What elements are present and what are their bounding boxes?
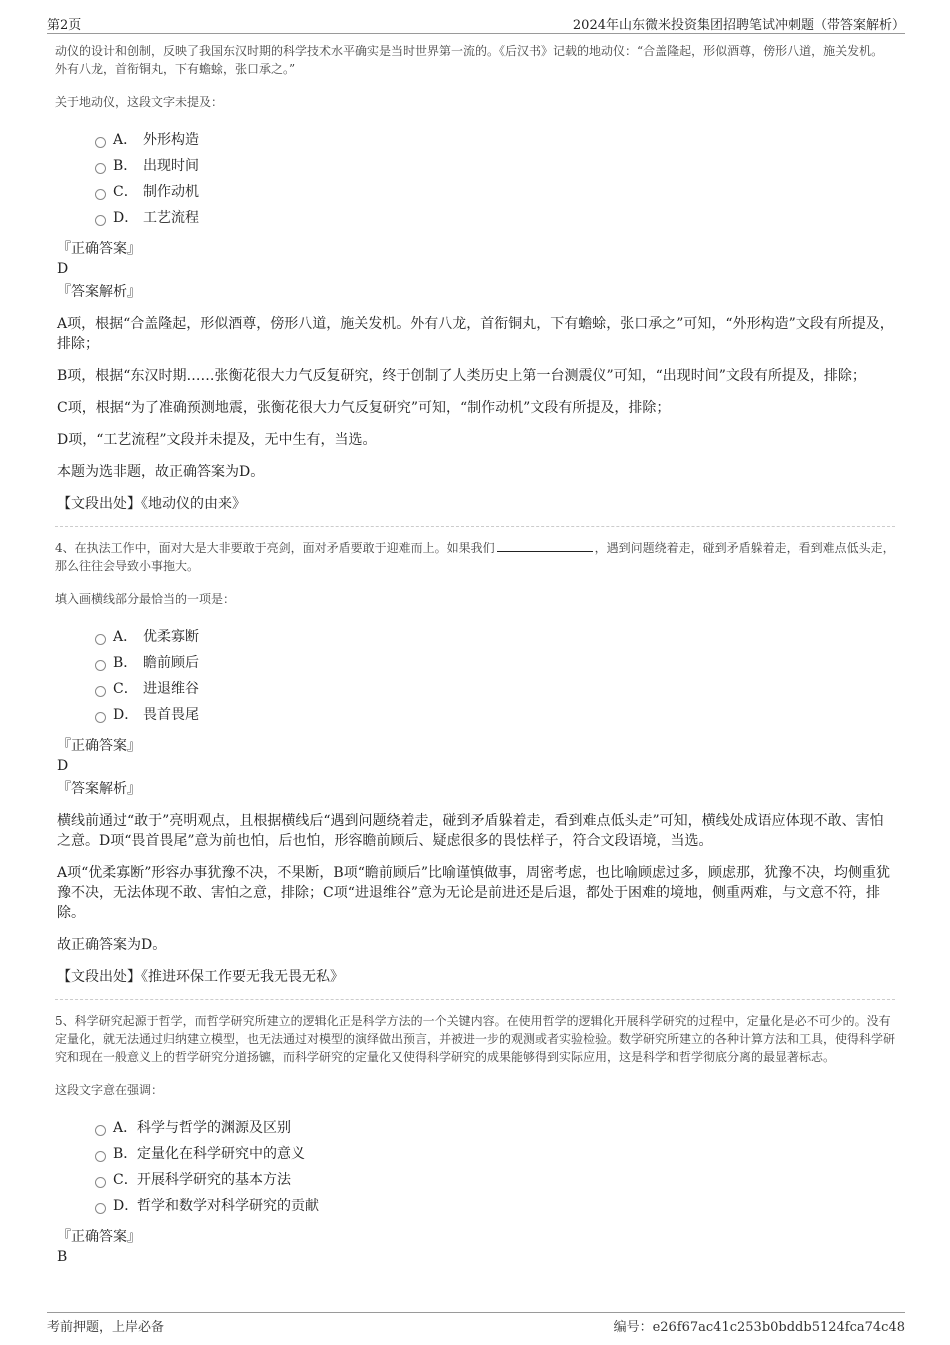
- explanation-paragraph: B项，根据“东汉时期……张衡花很大力气反复研究，终于创制了人类历史上第一台测震仪”可知，“出现时间”文段有所提及，排除；: [57, 368, 866, 384]
- explanation-paragraph: A项，根据“合盖隆起，形似酒尊，傍形八道，施关发机。外有八龙，首衔铜丸，下有蟾蜍，张口承之”可知，“外形构造”文段有所提及，排除；: [57, 316, 894, 352]
- analysis-label: 『答案解析』: [57, 781, 141, 797]
- option-c[interactable]: C． 制作动机: [95, 179, 895, 205]
- question-4-prompt: 填入画横线部分最恰当的一项是：: [55, 592, 236, 606]
- explanation-paragraph: 本题为选非题，故正确答案为D。: [57, 464, 265, 480]
- radio-icon[interactable]: [95, 1203, 106, 1214]
- page-content: [55, 42, 895, 1270]
- page-footer: [47, 1312, 905, 1335]
- option-d[interactable]: D． 畏首畏尾: [95, 702, 895, 728]
- question-5: [55, 1012, 895, 1267]
- explanation-paragraph: 故正确答案为D。: [57, 937, 167, 953]
- analysis-label: 『答案解析』: [57, 284, 141, 300]
- option-b[interactable]: B． 出现时间: [95, 153, 895, 179]
- question-3-intro: 动仪的设计和创制，反映了我国东汉时期的科学技术水平确实是当时世界第一流的。《后汉书》记载的地动仪：“合盖隆起，形似酒尊，傍形八道，施关发机。外有八龙，首衔铜丸，下有蟾蜍，张口承之。”: [55, 44, 884, 76]
- radio-icon[interactable]: [95, 1177, 106, 1188]
- question-5-prompt: 这段文字意在强调：: [55, 1083, 164, 1097]
- question-4-options: [95, 624, 895, 728]
- radio-icon[interactable]: [95, 215, 106, 226]
- fill-blank: [497, 539, 593, 552]
- footer-slogan: 考前押题，上岸必备: [47, 1320, 165, 1335]
- source-citation: 【文段出处】《推进环保工作要无我无畏无私》: [57, 969, 344, 985]
- radio-icon[interactable]: [95, 712, 106, 723]
- explanation-paragraph: A项“优柔寡断”形容办事犹豫不决，不果断，B项“瞻前顾后”比喻谨慎做事，周密考虑，也比喻顾虑过多，顾虑那，犹豫不决，均侧重犹豫不决，无法体现不敢、害怕之意，排除；C项“进退维谷”意为无论是前进还是后退，都处于困难的境地，侧重两难，与文意不符，排除。: [57, 865, 891, 921]
- document-code: 编号：e26f67ac41c253b0bddb5124fca74c48: [613, 1320, 905, 1335]
- radio-icon[interactable]: [95, 686, 106, 697]
- option-d[interactable]: D．哲学和数学对科学研究的贡献: [95, 1193, 895, 1219]
- explanation-paragraph: D项，“工艺流程”文段并未提及，无中生有，当选。: [57, 432, 377, 448]
- radio-icon[interactable]: [95, 163, 106, 174]
- radio-icon[interactable]: [95, 660, 106, 671]
- option-b[interactable]: B． 瞻前顾后: [95, 650, 895, 676]
- radio-icon[interactable]: [95, 189, 106, 200]
- question-3: [55, 42, 895, 514]
- option-c[interactable]: C．开展科学研究的基本方法: [95, 1167, 895, 1193]
- radio-icon[interactable]: [95, 137, 106, 148]
- page-number: 第2页: [47, 18, 82, 33]
- question-4: [55, 539, 895, 987]
- explanation-paragraph: 横线前通过“敢于”亮明观点，且根据横线后“遇到问题绕着走，碰到矛盾躲着走，看到难点低头走”可知，横线处成语应体现不敢、害怕之意。D项“畏首畏尾”意为前也怕，后也怕，形容瞻前顾后、疑虑很多的畏怯样子，符合文段语境，当选。: [57, 813, 884, 849]
- correct-answer: D: [57, 758, 69, 774]
- correct-answer: D: [57, 261, 69, 277]
- option-b[interactable]: B．定量化在科学研究中的意义: [95, 1141, 895, 1167]
- correct-answer-label: 『正确答案』: [57, 1229, 141, 1245]
- document-title: 2024年山东微米投资集团招聘笔试冲刺题（带答案解析）: [572, 18, 905, 33]
- radio-icon[interactable]: [95, 1151, 106, 1162]
- question-3-options: [95, 127, 895, 231]
- radio-icon[interactable]: [95, 1125, 106, 1136]
- divider: [55, 999, 895, 1000]
- option-a[interactable]: A． 外形构造: [95, 127, 895, 153]
- explanation-paragraph: C项，根据“为了准确预测地震，张衡花很大力气反复研究”可知，“制作动机”文段有所提及，排除；: [57, 400, 671, 416]
- correct-answer: B: [57, 1249, 68, 1265]
- option-c[interactable]: C． 进退维谷: [95, 676, 895, 702]
- question-3-prompt: 关于地动仪，这段文字未提及：: [55, 95, 224, 109]
- correct-answer-label: 『正确答案』: [57, 738, 141, 754]
- question-5-intro: 5、科学研究起源于哲学，而哲学研究所建立的逻辑化正是科学方法的一个关键内容。在使用哲学的逻辑化开展科学研究的过程中，定量化是必不可少的。没有定量化，就无法通过归纳建立模型，也无法通过对模型的演绎做出预言，并被进一步的观测或者实验检验。数学研究所建立的各种计算方法和工具，使得科学研究和现在一般意义上的哲学研究分道扬镳，而科学研究的定量化又使得科学研究的成果能够得到实际应用，这是科学和哲学彻底分离的最显著标志。: [55, 1014, 896, 1064]
- divider: [55, 526, 895, 527]
- question-4-intro: 4、在执法工作中，面对大是大非要敢于亮剑，面对矛盾要敢于迎难而上。如果我们 ，遇到问题绕着走，碰到矛盾躲着走，看到难点低头走，那么往往会导致小事拖大。: [55, 541, 895, 573]
- option-d[interactable]: D． 工艺流程: [95, 205, 895, 231]
- option-a[interactable]: A． 优柔寡断: [95, 624, 895, 650]
- page-header: [47, 14, 905, 34]
- correct-answer-label: 『正确答案』: [57, 241, 141, 257]
- option-a[interactable]: A．科学与哲学的渊源及区别: [95, 1115, 895, 1141]
- radio-icon[interactable]: [95, 634, 106, 645]
- question-5-options: [95, 1115, 895, 1219]
- source-citation: 【文段出处】《地动仪的由来》: [57, 496, 246, 512]
